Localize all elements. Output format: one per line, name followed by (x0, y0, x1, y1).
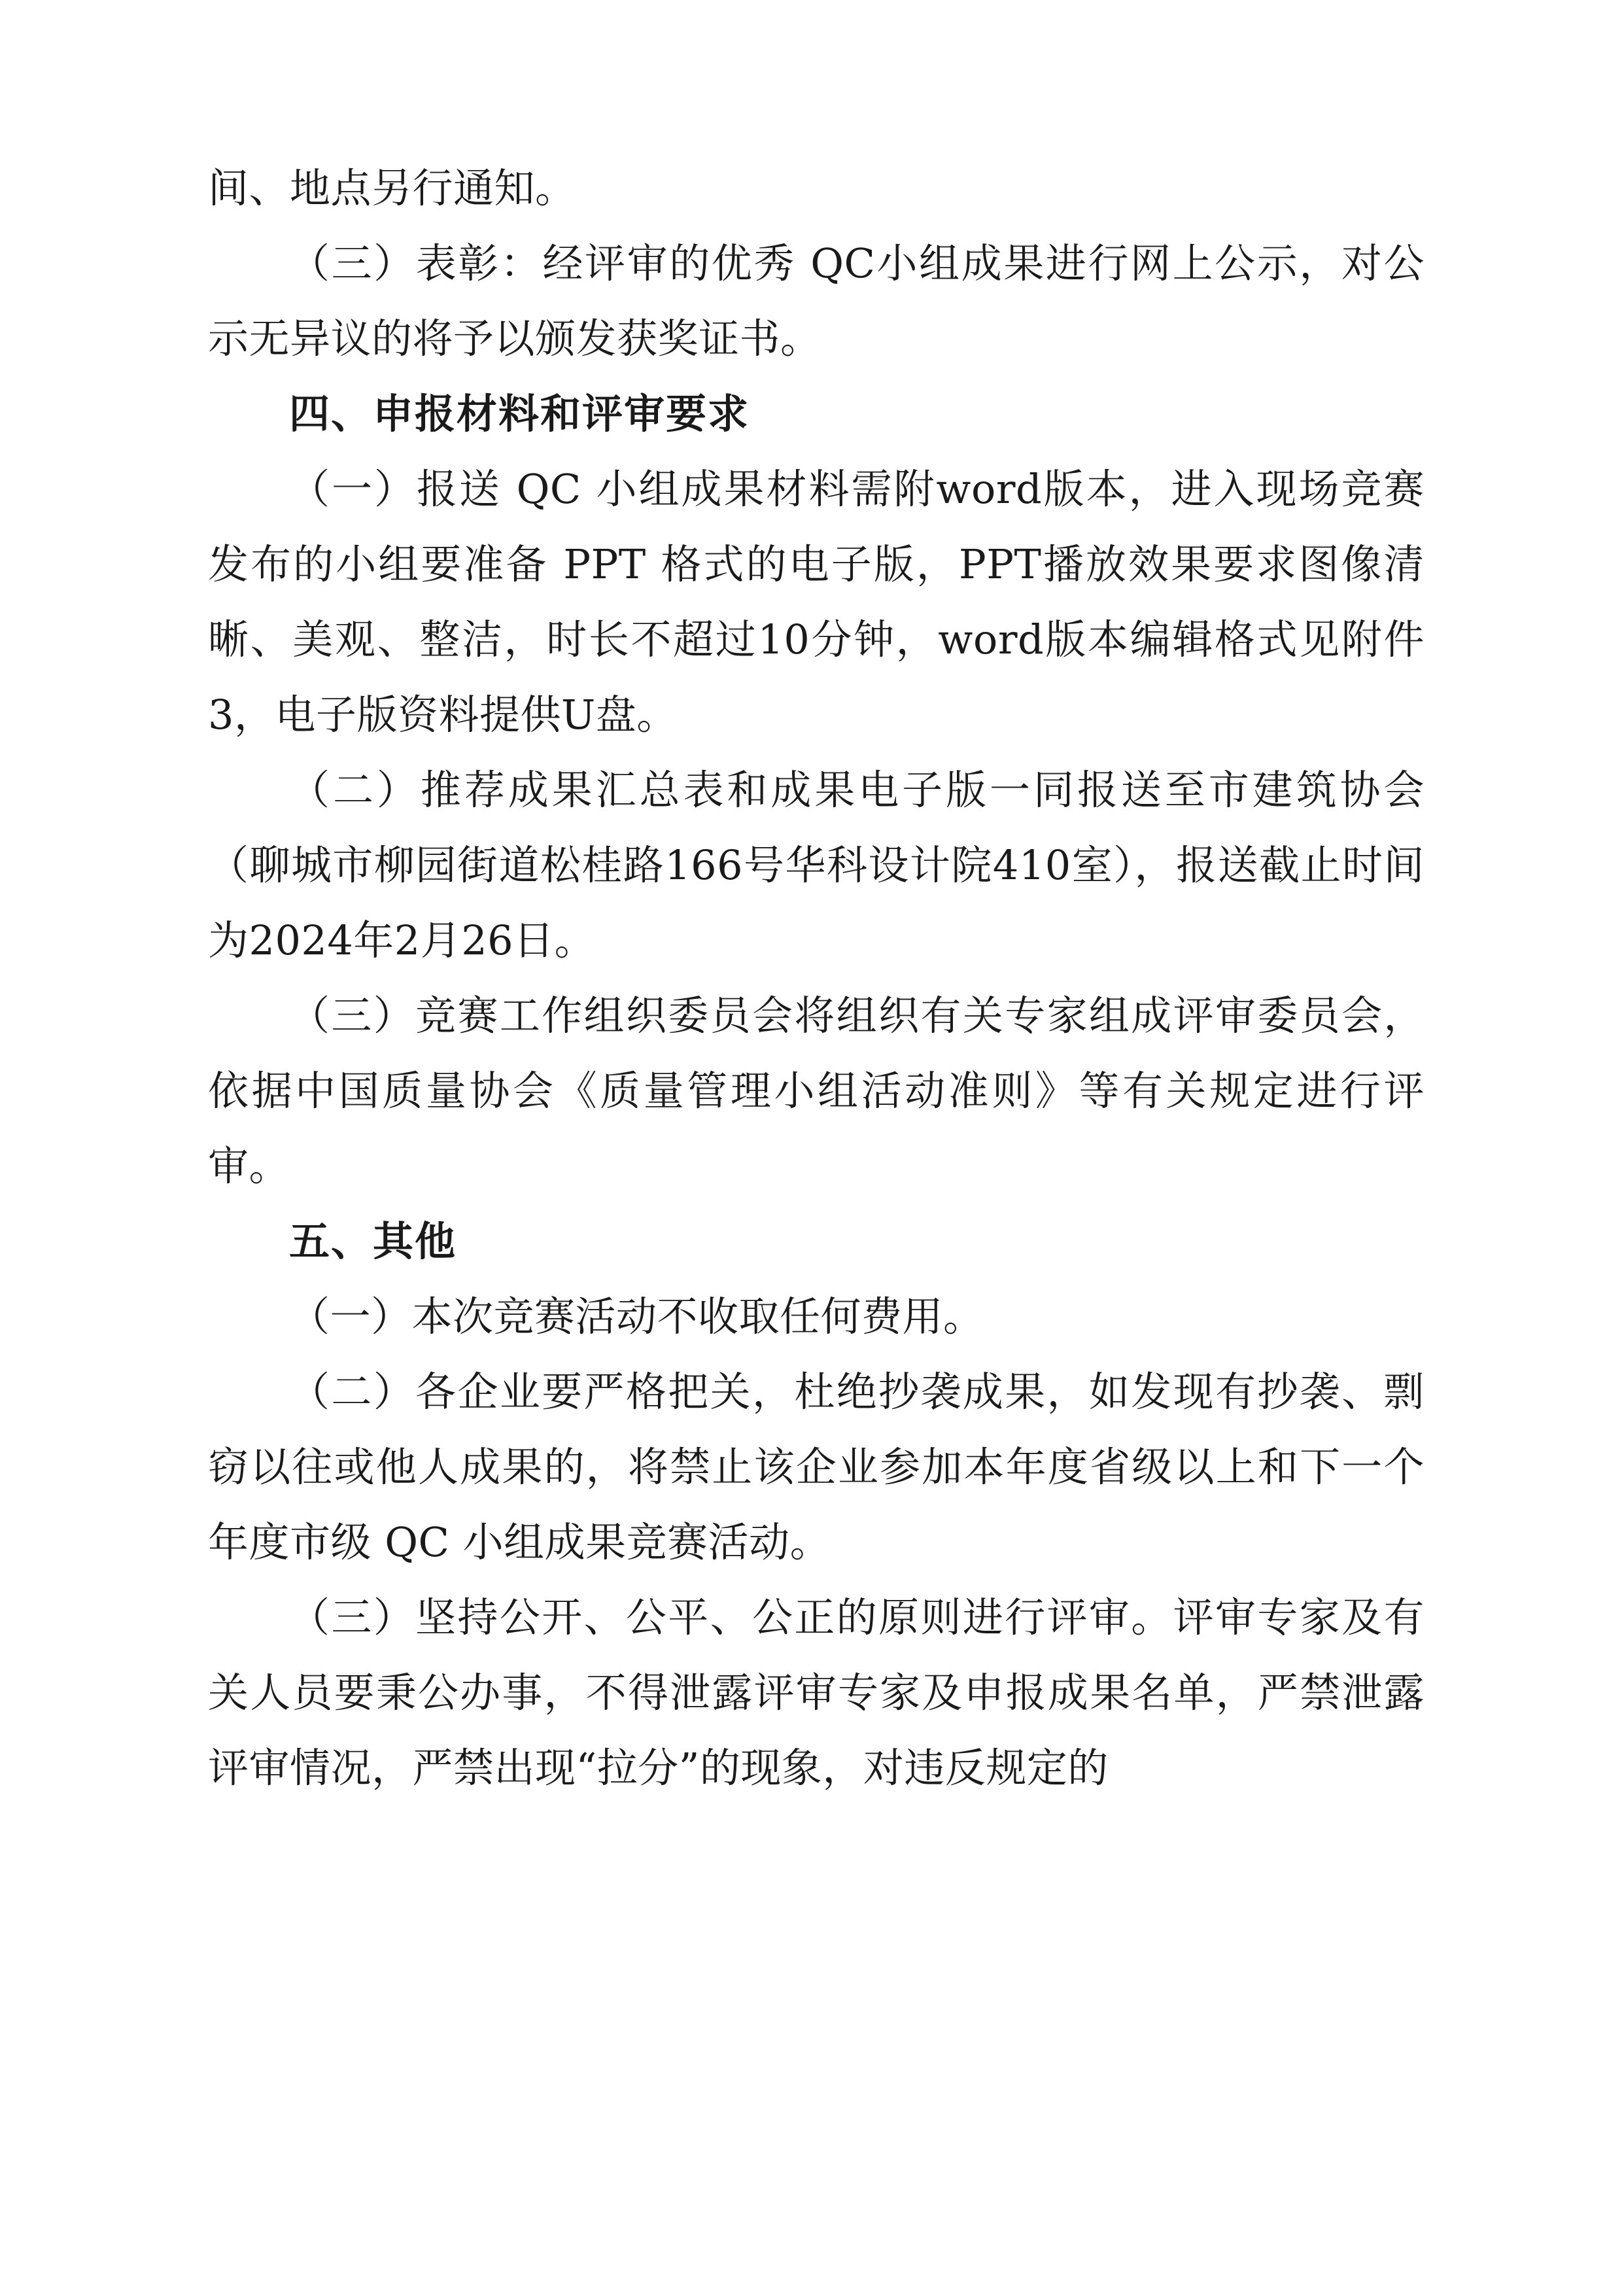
heading-section-four: 四、申报材料和评审要求 (289, 390, 750, 438)
paragraph-five-item-one: （一）本次竞赛活动不收取任何费用。 (289, 1293, 984, 1340)
paragraph-five-item-three: （三）坚持公开、公平、公正的原则进行评审。评审专家及有关人员要秉公办事，不得泄露评审专家及申报成果名单，严禁泄露评审情况，严禁出现“拉分”的现象，对违反规定的 (208, 1593, 1425, 1792)
paragraph-five-item-two: （二）各企业要严格把关，杜绝抄袭成果，如发现有抄袭、剽窃以往或他人成果的，将禁止该企业参加本年度省级以上和下一个年度市级 QC 小组成果竞赛活动。 (208, 1368, 1425, 1566)
paragraph-four-item-one: （一）报送 QC 小组成果材料需附word版本，进入现场竞赛发布的小组要准备 PPT 格式的电子版，PPT播放效果要求图像清晰、美观、整洁，时长不超过10分钟，word版本编辑格式见附件3，电子版资料提供U盘。 (208, 465, 1425, 739)
paragraph-four-item-two: （二）推荐成果汇总表和成果电子版一同报送至市建筑协会（聊城市柳园街道松桂路166号华科设计院410室），报送截止时间为2024年2月26日。 (208, 766, 1425, 964)
paragraph-four-item-three: （三）竞赛工作组织委员会将组织有关专家组成评审委员会，依据中国质量协会《质量管理小组活动准则》等有关规定进行评审。 (208, 992, 1425, 1190)
paragraph-continuation-notice: 间、地点另行通知。 (208, 164, 576, 212)
heading-section-five: 五、其他 (289, 1217, 457, 1265)
paragraph-item-three-commendation: （三）表彰：经评审的优秀 QC小组成果进行网上公示，对公示无异议的将予以颁发获奖证书。 (208, 239, 1425, 362)
document-body (208, 150, 1425, 1805)
